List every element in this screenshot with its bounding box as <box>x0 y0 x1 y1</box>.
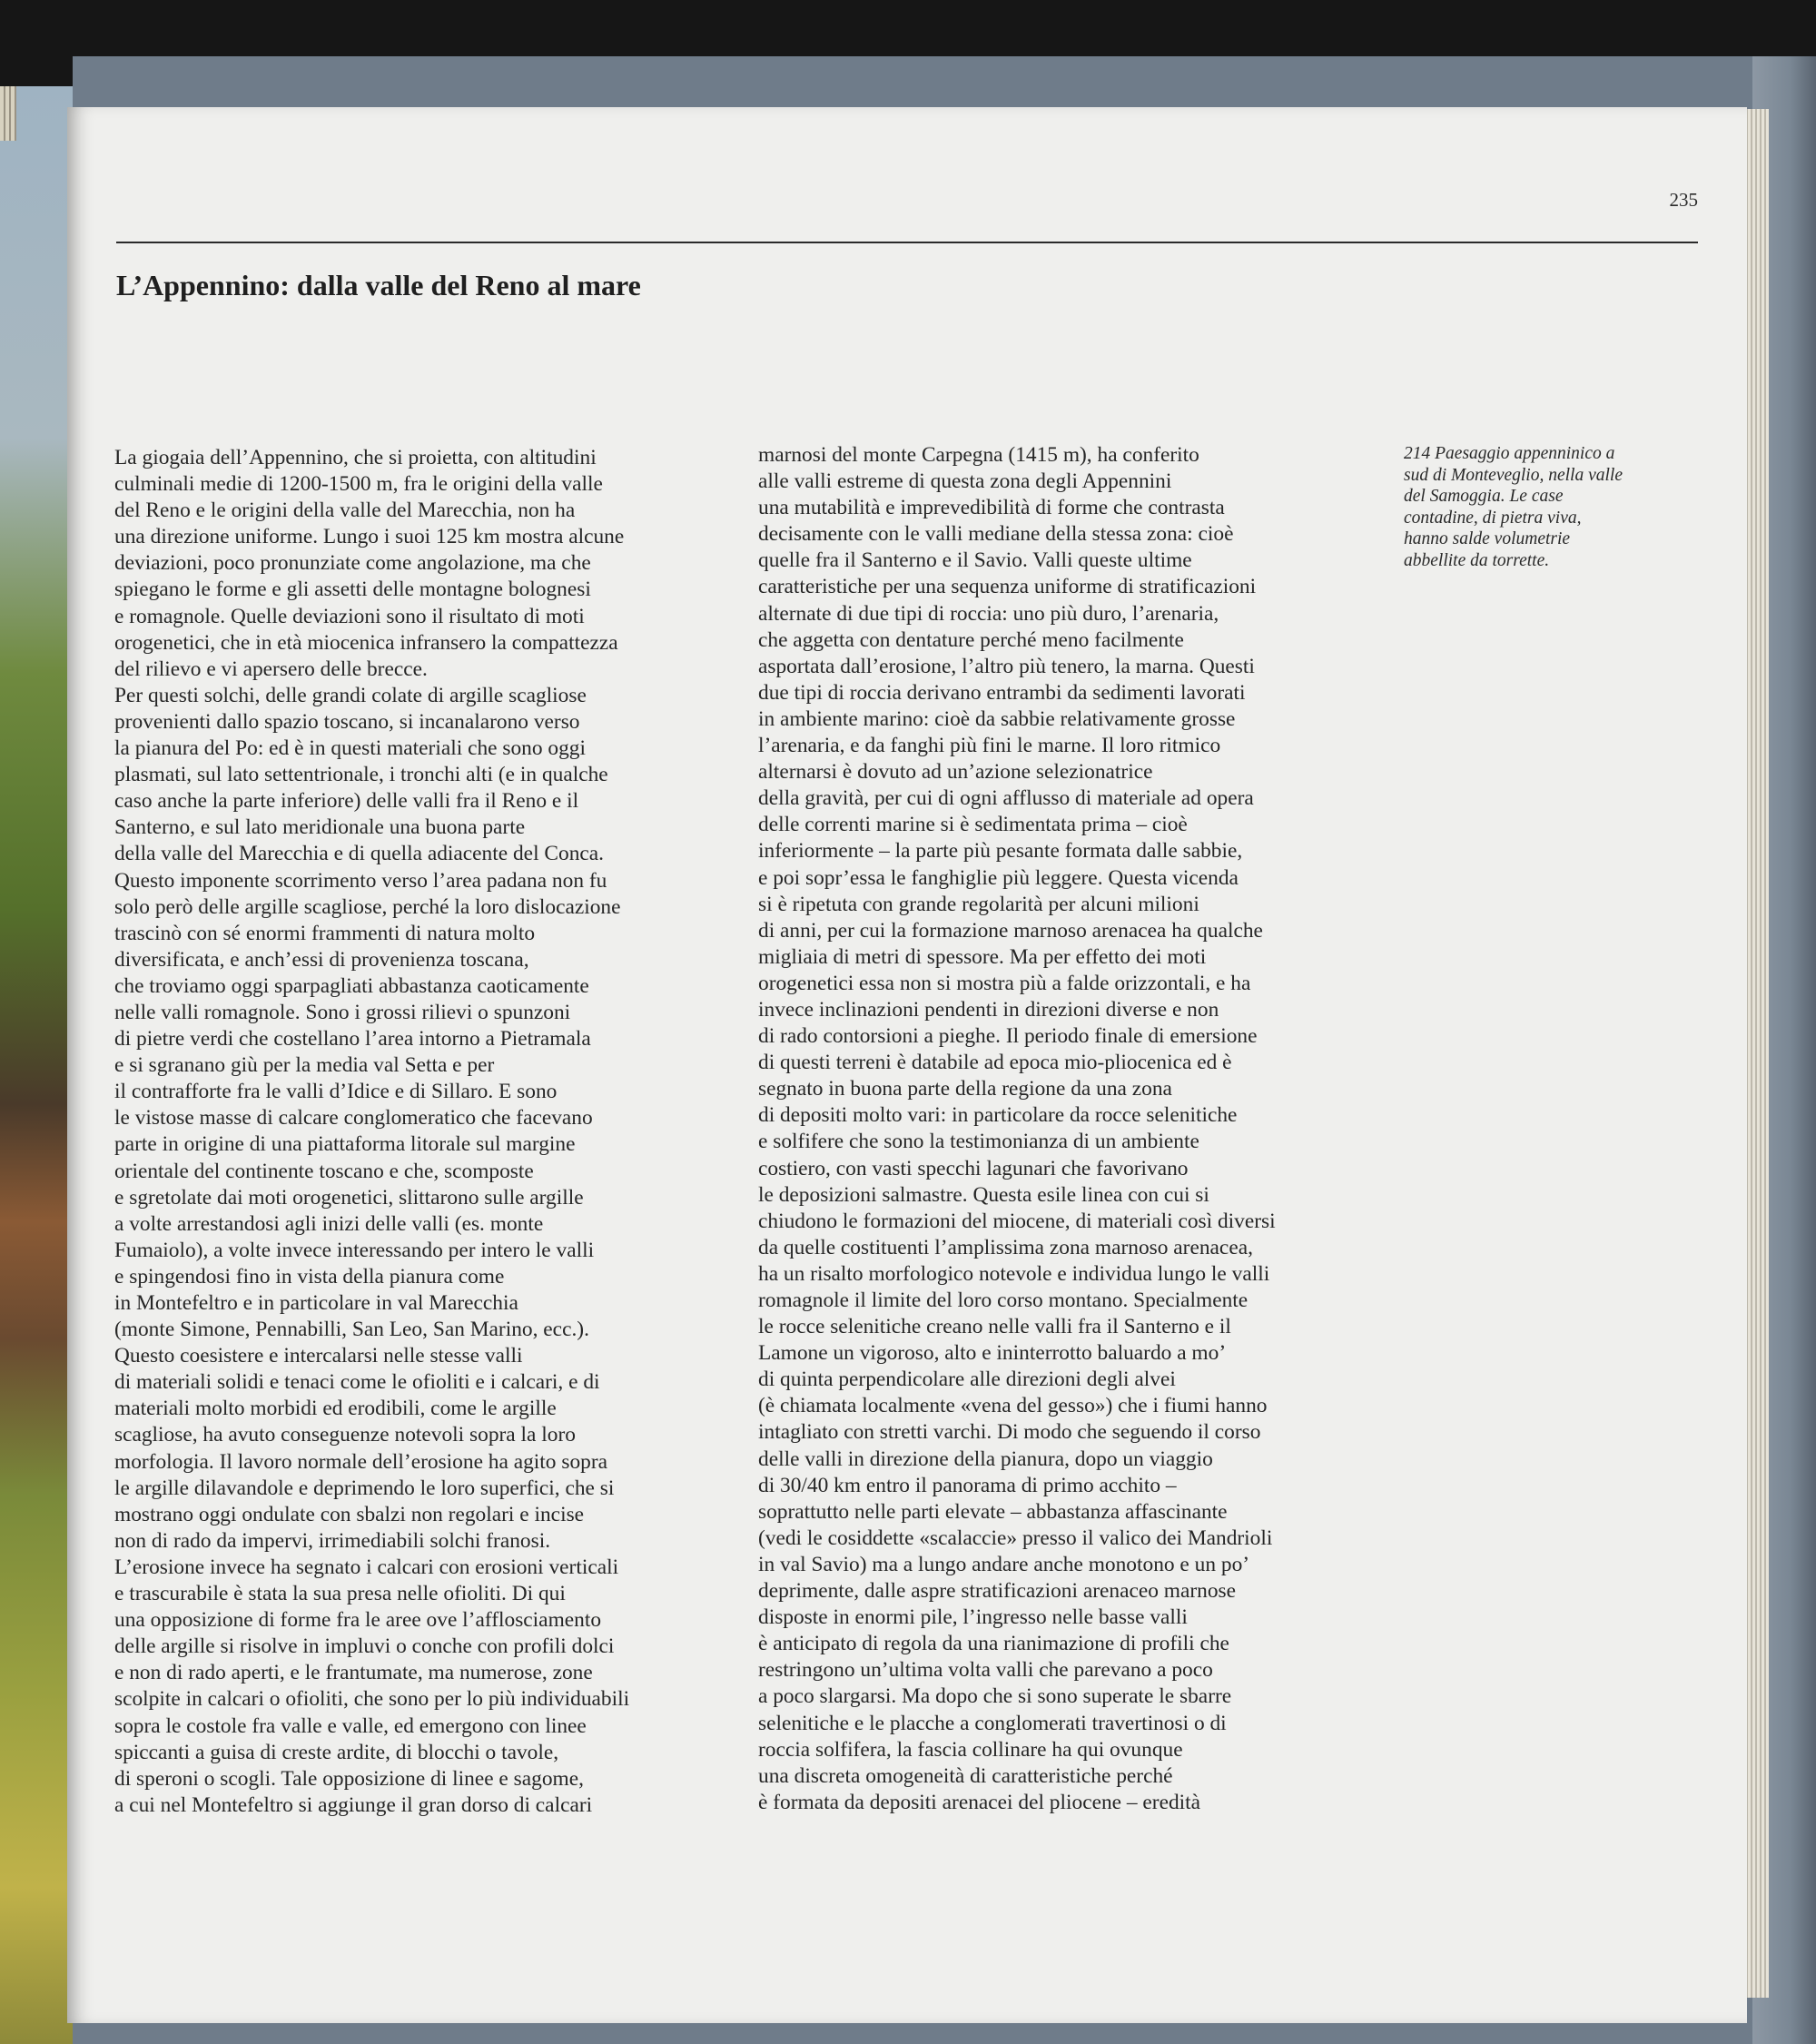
chapter-title: L’Appennino: dalla valle del Reno al mare <box>116 269 641 301</box>
body-text-line: il contrafforte fra le valli d’Idice e di Sillaro. E sono <box>114 1080 558 1104</box>
body-text-line: selenitiche e le placche a conglomerati travertinosi o di <box>758 1711 1227 1735</box>
body-text-line: disposte in enormi pile, l’ingresso nelle basse valli <box>758 1605 1188 1630</box>
body-text-line: e poi sopr’essa le fanghiglie più leggere. Questa vicenda <box>758 865 1239 890</box>
body-text-line: intagliato con stretti varchi. Di modo che seguendo il corso <box>758 1420 1261 1445</box>
body-text-line: di materiali solidi e tenaci come le ofioliti e i calcari, e di <box>114 1370 600 1395</box>
body-text-line: caratteristiche per una sequenza uniforme di stratificazioni <box>758 575 1257 599</box>
body-text-line: Fumaiolo), a volte invece interessando per intero le valli <box>114 1238 595 1262</box>
body-text-line: le argille dilavandole e deprimendo le loro superfici, che si <box>114 1476 615 1500</box>
body-text-line: di speroni o scogli. Tale opposizione di linee e sagome, <box>114 1766 584 1791</box>
body-text-line: marnosi del monte Carpegna (1415 m), ha conferito <box>758 443 1199 467</box>
body-text-line: di 30/40 km entro il panorama di primo acchito – <box>758 1473 1177 1497</box>
body-text-line: in Montefeltro e in particolare in val Marecchia <box>114 1291 518 1315</box>
body-text-line: decisamente con le valli mediane della stessa zona: cioè <box>758 522 1234 547</box>
body-text-line: e spingendosi fino in vista della pianura come <box>114 1264 505 1289</box>
body-text-line: culminali medie di 1200-1500 m, fra le origini della valle <box>114 472 603 497</box>
body-text-line: una mutabilità e imprevedibilità di forme che contrasta <box>758 496 1225 520</box>
body-text-line: di questi terreni è databile ad epoca mio-pliocenica ed è <box>758 1051 1232 1075</box>
body-text-line: Questo coesistere e intercalarsi nelle stesse valli <box>114 1344 523 1368</box>
body-text-line: di depositi molto vari: in particolare da rocce selenitiche <box>758 1103 1238 1128</box>
body-text-line: delle valli in direzione della pianura, dopo un viaggio <box>758 1447 1213 1471</box>
caption-line: 214 Paesaggio appenninico a <box>1404 444 1615 463</box>
body-text-line: trascinò con sé enormi frammenti di natura molto <box>114 921 536 945</box>
body-text-line: (vedi le cosiddette «scalaccie» presso il valico dei Mandrioli <box>758 1526 1273 1550</box>
body-text-line: mostrano oggi ondulate con sbalzi non regolari e incise <box>114 1502 585 1526</box>
body-text-line: romagnole il limite del loro corso montano. Specialmente <box>758 1289 1248 1312</box>
body-text-line: invece inclinazioni pendenti in direzioni diverse e non <box>758 997 1219 1022</box>
body-text-line: della gravità, per cui di ogni afflusso di materiale ad opera <box>758 786 1254 811</box>
body-text-line: alternarsi è dovuto ad un’azione selezionatrice <box>758 760 1153 785</box>
caption-line: contadine, di pietra viva, <box>1404 508 1582 528</box>
body-text-line: spiccanti a guisa di creste ardite, di blocchi o tavole, <box>114 1740 559 1764</box>
body-text-line: e romagnole. Quelle deviazioni sono il risultato di moti <box>114 604 585 628</box>
body-text-line: chiudono le formazioni del miocene, di materiali così diversi <box>758 1209 1276 1233</box>
body-text-line: di quinta perpendicolare alle direzioni degli alvei <box>758 1368 1176 1392</box>
body-text-line: roccia solfifera, la fascia collinare ha qui ovunque <box>758 1737 1183 1762</box>
body-text-line: ha un risalto morfologico notevole e individua lungo le valli <box>758 1261 1270 1286</box>
photo-caption <box>1404 443 1694 572</box>
body-text-line: e trascurabile è stata la sua presa nelle ofioliti. Di qui <box>114 1582 566 1606</box>
body-text-line: è anticipato di regola da una rianimazione di profili che <box>758 1632 1229 1656</box>
body-text-line: costiero, con vasti specchi lagunari che favorivano <box>758 1156 1189 1180</box>
text-column-middle <box>758 442 1376 1816</box>
body-text-line: orogenetici essa non si mostra più a falde orizzontali, e ha <box>758 971 1251 995</box>
body-text-line: che aggetta con dentature perché meno facilmente <box>758 627 1184 652</box>
page-stack-edge <box>1743 109 1769 1998</box>
body-text-line: e non di rado aperti, e le frantumate, ma numerose, zone <box>114 1661 593 1685</box>
body-text-line: diversificata, e anch’essi di provenienza toscana, <box>114 947 529 972</box>
body-text-line: la pianura del Po: ed è in questi materiali che sono oggi <box>114 736 587 761</box>
body-text-line: orientale del continente toscano e che, scomposte <box>114 1159 534 1183</box>
body-text-line: Santerno, e sul lato meridionale una buona parte <box>114 815 526 840</box>
body-text-line: l’arenaria, e da fanghi più fini le marne. Il loro ritmico <box>758 734 1221 758</box>
body-text-line: spiegano le forme e gli assetti delle montagne bolognesi <box>114 578 591 602</box>
body-text-line: Lamone un vigoroso, alto e ininterrotto baluardo a mo’ <box>758 1341 1227 1366</box>
body-text-line: non di rado da impervi, irrimediabili solchi franosi. <box>114 1528 551 1553</box>
body-text-line: deprimente, dalle aspre stratificazioni arenaceo marnose <box>758 1579 1237 1604</box>
caption-line: del Samoggia. Le case <box>1404 487 1564 507</box>
body-text-line: scagliose, ha avuto conseguenze notevoli sopra la loro <box>114 1423 576 1447</box>
body-text-line: è formata da depositi arenacei del pliocene – eredità <box>758 1790 1201 1814</box>
body-text-line: parte in origine di una piattaforma litorale sul margine <box>114 1132 576 1157</box>
body-text-line: quelle fra il Santerno e il Savio. Valli queste ultime <box>758 548 1192 573</box>
body-text-line: a poco slargarsi. Ma dopo che si sono superate le sbarre <box>758 1684 1232 1709</box>
body-text-line: migliaia di metri di spessore. Ma per effetto dei moti <box>758 944 1207 969</box>
body-text-line: Per questi solchi, delle grandi colate di argille scagliose <box>114 683 587 707</box>
body-text-line: asportata dall’erosione, l’altro più tenero, la marna. Questi <box>758 654 1255 678</box>
body-text-line: L’erosione invece ha segnato i calcari con erosioni verticali <box>114 1555 619 1579</box>
body-text-line: e si sgranano giù per la media val Setta e per <box>114 1053 495 1078</box>
body-text-line: alternate di due tipi di roccia: uno più duro, l’arenaria, <box>758 601 1219 626</box>
body-text-line: da quelle costituenti l’amplissima zona marnoso arenacea, <box>758 1235 1253 1259</box>
body-text-line: le deposizioni salmastre. Questa esile linea con cui si <box>758 1182 1209 1207</box>
body-text-line: Questo imponente scorrimento verso l’area padana non fu <box>114 868 607 893</box>
text-column-left <box>114 445 732 1819</box>
body-text-line: provenienti dallo spazio toscano, si incanalarono verso <box>114 709 580 734</box>
body-text-line: e solfifere che sono la testimonianza di un ambiente <box>758 1130 1199 1154</box>
body-text-line: morfologia. Il lavoro normale dell’erosione ha agito sopra <box>114 1449 608 1474</box>
caption-line: sud di Monteveglio, nella valle <box>1404 465 1623 485</box>
body-text-line: che troviamo oggi sparpagliati abbastanza caoticamente <box>114 973 589 998</box>
body-text-line: e sgretolate dai moti orogenetici, slittarono sulle argille <box>114 1185 584 1210</box>
body-text-line: solo però delle argille scagliose, perché la loro dislocazione <box>114 894 621 919</box>
body-text-line: due tipi di roccia derivano entrambi da sedimenti lavorati <box>758 680 1246 705</box>
body-text-line: segnato in buona parte della regione da una zona <box>758 1077 1172 1101</box>
body-text-line: nelle valli romagnole. Sono i grossi rilievi o spunzoni <box>114 1000 571 1024</box>
body-text-line: sopra le costole fra valle e valle, ed emergono con linee <box>114 1713 587 1738</box>
body-text-line: alle valli estreme di questa zona degli Appennini <box>758 469 1172 494</box>
body-text-line: La giogaia dell’Appennino, che si proietta, con altitudini <box>114 446 597 469</box>
body-text-line: restringono un’ultima volta valli che parevano a poco <box>758 1658 1213 1683</box>
body-text-line: a cui nel Montefeltro si aggiunge il gran dorso di calcari <box>114 1792 593 1817</box>
body-text-line: delle argille si risolve in impluvi o conche con profili dolci <box>114 1634 615 1659</box>
facing-page-photo-edge <box>0 86 73 2044</box>
page-number: 235 <box>1669 189 1698 211</box>
body-text-line: (monte Simone, Pennabilli, San Leo, San Marino, ecc.). <box>114 1318 589 1342</box>
body-text-line: in ambiente marino: cioè da sabbie relativamente grosse <box>758 706 1236 731</box>
body-text-line: soprattutto nelle parti elevate – abbastanza affascinante <box>758 1499 1228 1524</box>
body-text-line: delle correnti marine si è sedimentata prima – cioè <box>758 813 1188 837</box>
body-text-line: del rilievo e vi apersero delle brecce. <box>114 657 428 681</box>
body-text-line: orogenetici, che in età miocenica infransero la compattezza <box>114 630 618 655</box>
caption-line: hanno salde volumetrie <box>1404 529 1571 549</box>
body-text-line: deviazioni, poco pronunziate come angolazione, ma che <box>114 551 591 576</box>
body-text-line: plasmati, sul lato settentrionale, i tronchi alti (e in qualche <box>114 763 608 787</box>
body-text-line: (è chiamata localmente «vena del gesso») che i fiumi hanno <box>758 1394 1268 1418</box>
body-text-line: una opposizione di forme fra le aree ove l’afflosciamento <box>114 1608 602 1633</box>
body-text-line: una direzione uniforme. Lungo i suoi 125 km mostra alcune <box>114 525 625 549</box>
body-text-line: a volte arrestandosi agli inizi delle valli (es. monte <box>114 1211 544 1236</box>
body-text-line: di rado contorsioni a pieghe. Il periodo finale di emersione <box>758 1024 1258 1049</box>
body-text-line: una discreta omogeneità di caratteristiche perché <box>758 1763 1173 1788</box>
body-text-line: del Reno e le origini della valle del Marecchia, non ha <box>114 499 576 523</box>
body-text-line: materiali molto morbidi ed erodibili, come le argille <box>114 1397 557 1421</box>
body-text-line: le vistose masse di calcare conglomeratico che facevano <box>114 1106 593 1131</box>
body-text-line: di pietre verdi che costellano l’area intorno a Pietramala <box>114 1027 591 1052</box>
header-rule <box>116 242 1698 243</box>
body-text-line: di anni, per cui la formazione marnoso arenacea ha qualche <box>758 918 1263 943</box>
body-text-line: in val Savio) ma a lungo andare anche monotono e un po’ <box>758 1552 1250 1576</box>
body-text-line: si è ripetuta con grande regolarità per alcuni milioni <box>758 892 1199 916</box>
body-text-line: le rocce selenitiche creano nelle valli fra il Santerno e il <box>758 1315 1231 1339</box>
body-text-line: caso anche la parte inferiore) delle valli fra il Reno e il <box>114 789 579 814</box>
body-text-line: inferiormente – la parte più pesante formata dalle sabbie, <box>758 839 1243 864</box>
binding-threads <box>0 86 16 141</box>
body-text-line: della valle del Marecchia e di quella adiacente del Conca. <box>114 842 605 866</box>
body-text-line: scolpite in calcari o ofioliti, che sono per lo più individuabili <box>114 1687 630 1712</box>
caption-line: abbellite da torrette. <box>1404 550 1550 570</box>
